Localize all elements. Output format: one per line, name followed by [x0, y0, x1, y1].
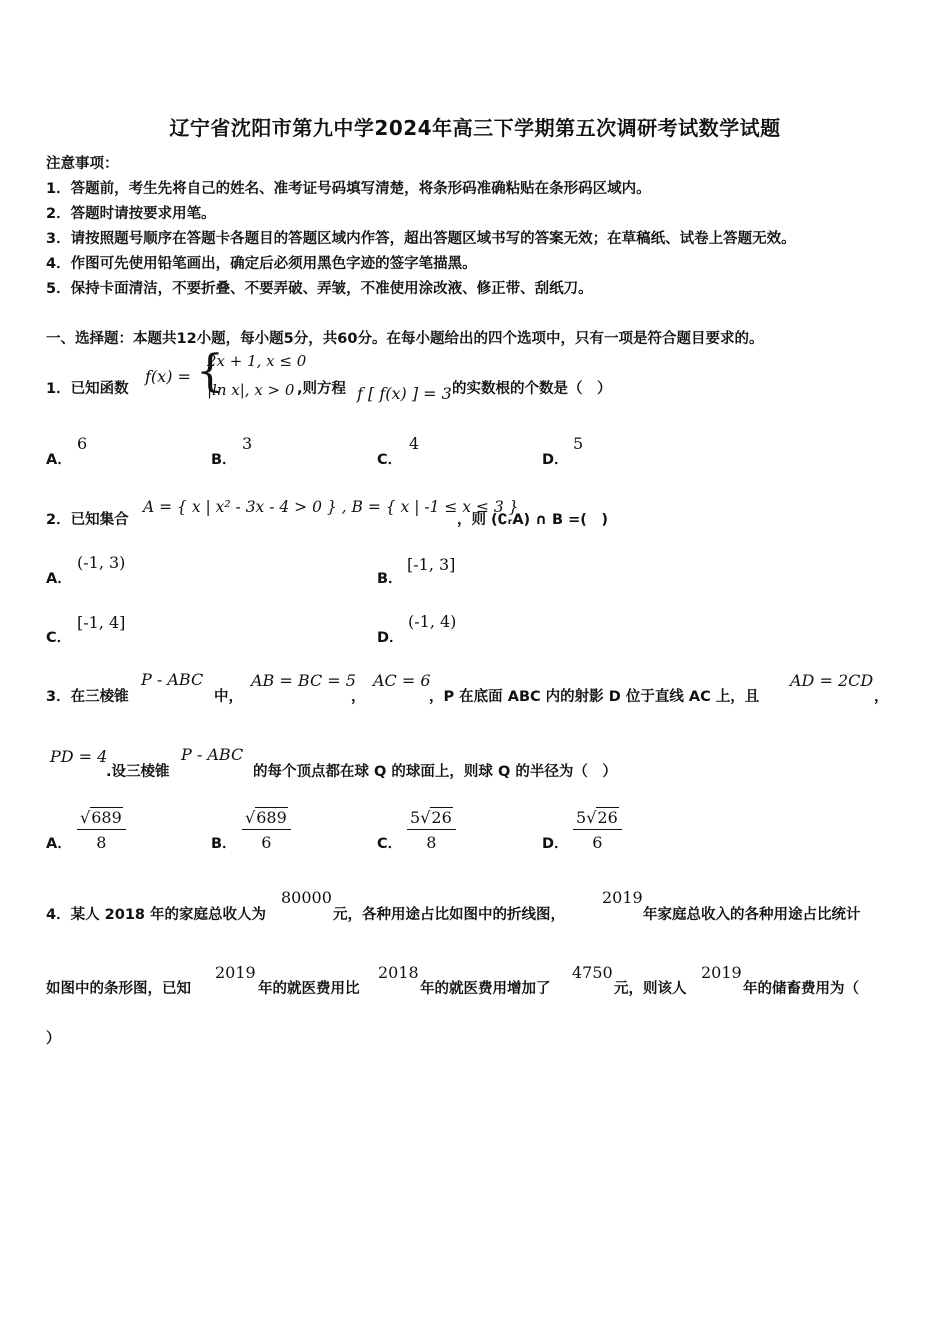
q4-text: 如图中的条形图，已知 — [46, 981, 191, 997]
q3-ab-bc: AB = BC = 5 — [251, 671, 356, 690]
q1-option-a-value: 6 — [77, 434, 88, 453]
q2-prefix: 2．已知集合 — [46, 512, 129, 528]
q1-prefix: 1．已知函数 — [46, 381, 129, 397]
notice-item: 3．请按照题号顺序在答题卡各题目的答题区域内作答，超出答题区域书写的答案无效；在草稿纸、试卷上答题无效。 — [46, 231, 796, 247]
q2-option-d[interactable]: D． — [377, 630, 404, 646]
q4-value: 2019 — [701, 963, 742, 982]
q4-text: 年家庭总收入的各种用途占比统计 — [643, 907, 861, 923]
q1-option-d-value: 5 — [573, 434, 584, 453]
q2-option-c[interactable]: C． — [46, 630, 72, 646]
q3-option-b[interactable]: B． — [211, 836, 237, 852]
q2-option-a[interactable]: A． — [46, 571, 72, 587]
q2-option-b-value: [-1, 3] — [407, 555, 456, 574]
q2-suffix: ，则 (∁ᵣA) ∩ B =( ) — [457, 512, 609, 528]
q3-text: 的每个顶点都在球 Q 的球面上，则球 Q 的半径为（ ） — [253, 764, 617, 780]
q1-case1: 2x + 1, x ≤ 0 — [207, 352, 307, 370]
q3-option-a-value: $\frac{√689}{8}$ — [77, 808, 126, 852]
q1-option-a[interactable]: A． — [46, 452, 72, 468]
q3-pabc: P - ABC — [141, 670, 204, 689]
q4-value: 2018 — [378, 963, 419, 982]
q3-zhong: 中， — [214, 689, 243, 705]
q3-pd: PD = 4 — [50, 747, 108, 766]
q3-ad-cd: AD = 2CD — [790, 671, 874, 690]
q1-fx: f(x) = — [145, 367, 191, 386]
q4-text: 4．某人 2018 年的家庭总收人为 — [46, 907, 267, 923]
q3-option-a[interactable]: A． — [46, 836, 72, 852]
q3-option-d-value: $\frac{5√26}{6}$ — [573, 808, 622, 852]
q1-option-c[interactable]: C． — [377, 452, 403, 468]
q4-text: ） — [46, 1031, 61, 1047]
q3-text: .设三棱锥 — [106, 764, 170, 780]
q1-brace: { — [196, 346, 224, 397]
page-title: 辽宁省沈阳市第九中学2024年高三下学期第五次调研考试数学试题 — [169, 116, 781, 140]
q3-comma: ， — [874, 689, 889, 705]
section-heading: 一、选择题：本题共12小题，每小题5分，共60分。在每小题给出的四个选项中，只有一项是符合题目要求的。 — [46, 331, 764, 347]
q1-option-d[interactable]: D． — [542, 452, 569, 468]
q4-text: 元，各种用途占比如图中的折线图， — [333, 907, 565, 923]
notice-item: 4．作图可先使用铅笔画出，确定后必须用黑色字迹的签字笔描黑。 — [46, 256, 477, 272]
q3-prefix: 3．在三棱锥 — [46, 689, 129, 705]
q4-value: 4750 — [572, 963, 613, 982]
notice-item: 2．答题时请按要求用笔。 — [46, 206, 216, 222]
q4-text: 年的就医费用比 — [258, 981, 360, 997]
q4-value: 2019 — [215, 963, 256, 982]
q3-pabc: P - ABC — [181, 745, 244, 764]
q2-sets: A = { x | x² - 3x - 4 > 0 } , B = { x | -1 ≤ x ≤ 3 } — [143, 498, 519, 516]
q4-text: 年的就医费用增加了 — [420, 981, 551, 997]
q1-option-b-value: 3 — [242, 434, 253, 453]
notice-item: 1．答题前，考生先将自己的姓名、准考证号码填写清楚，将条形码准确粘贴在条形码区域内。 — [46, 181, 651, 197]
q4-text: 元，则该人 — [614, 981, 687, 997]
notice-item: 5．保持卡面清洁，不要折叠、不要弄破、弄皱，不准使用涂改液、修正带、刮纸刀。 — [46, 281, 593, 297]
q2-option-b[interactable]: B． — [377, 571, 403, 587]
q3-option-b-value: $\frac{√689}{6}$ — [242, 808, 291, 852]
q1-mid: ,则方程 — [297, 381, 347, 397]
q3-option-d[interactable]: D． — [542, 836, 569, 852]
q2-option-d-value: (-1, 4) — [408, 612, 457, 631]
q1-equation: f [ f(x) ] = 3 — [357, 384, 452, 403]
q3-ac: AC = 6 — [373, 671, 431, 690]
q1-option-b[interactable]: B． — [211, 452, 237, 468]
q2-option-c-value: [-1, 4] — [77, 613, 126, 632]
q1-case2: |ln x|, x > 0 — [207, 381, 295, 399]
q3-text: ，P 在底面 ABC 内的射影 D 位于直线 AC 上，且 — [429, 689, 760, 705]
q2-option-a-value: (-1, 3) — [77, 553, 126, 572]
q1-option-c-value: 4 — [409, 434, 420, 453]
q3-comma: ， — [351, 689, 366, 705]
q4-value: 2019 — [602, 888, 643, 907]
notice-heading: 注意事项： — [46, 156, 119, 172]
q3-option-c[interactable]: C． — [377, 836, 403, 852]
q4-value: 80000 — [281, 888, 332, 907]
q3-option-c-value: $\frac{5√26}{8}$ — [407, 808, 456, 852]
q4-text: 年的储畜费用为（ — [743, 981, 859, 997]
q1-suffix: 的实数根的个数是（ ） — [452, 381, 612, 397]
